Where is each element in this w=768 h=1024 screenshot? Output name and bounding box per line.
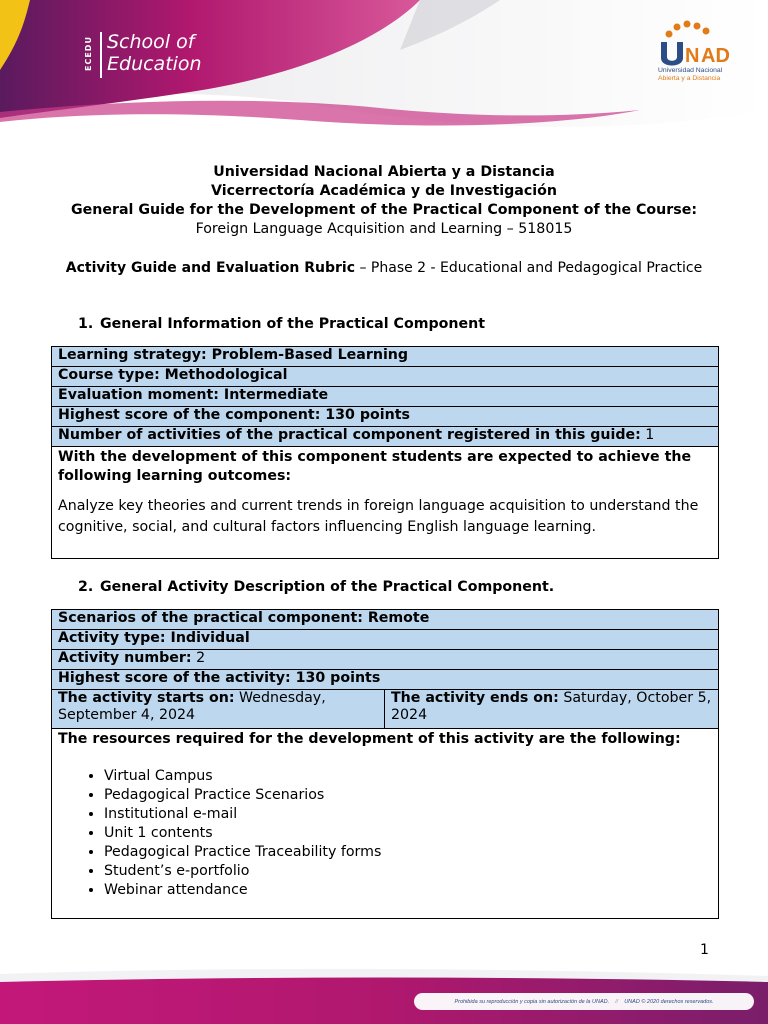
- unad-sub-line1: Universidad Nacional: [658, 67, 723, 74]
- section1-heading: [78, 316, 485, 332]
- resource-item: • Webinar attendance: [104, 881, 712, 900]
- school-line1: School of: [107, 31, 195, 53]
- activity-end-label: The activity ends on:: [391, 690, 559, 706]
- unad-subtitle: [658, 67, 750, 83]
- activity-start-label: The activity starts on:: [58, 690, 235, 706]
- school-of-education-logo: [107, 31, 202, 75]
- vice-rectory-title: Vicerrectoría Académica y de Investigación: [211, 183, 557, 199]
- highest-score-component-cell: Highest score of the component: 130 points: [52, 407, 719, 427]
- section2-heading: [78, 579, 554, 595]
- number-of-activities-label: Number of activities of the practical component registered in this guide:: [58, 427, 641, 443]
- university-title: Universidad Nacional Abierta y a Distancia: [213, 164, 555, 180]
- footer-banner: [0, 960, 768, 1024]
- activity-guide-title: [60, 259, 708, 278]
- activity-start-value: Wednesday, September 4, 2024: [58, 690, 326, 723]
- course-type-cell: Course type: Methodological: [52, 367, 719, 387]
- svg-text:N: N: [685, 45, 700, 67]
- resource-item: • Unit 1 contents: [104, 824, 712, 843]
- page-number: 1: [700, 942, 709, 958]
- resource-item: • Pedagogical Practice Scenarios: [104, 786, 712, 805]
- evaluation-moment-cell: Evaluation moment: Intermediate: [52, 387, 719, 407]
- ecedu-label: ECEDU: [84, 36, 93, 72]
- activity-type-cell: Activity type: Individual: [52, 630, 719, 650]
- svg-text:AD: AD: [701, 45, 730, 67]
- activity-start-cell: [52, 690, 385, 729]
- footer-separator: //: [615, 998, 619, 1005]
- section1-number: 1.: [78, 316, 94, 332]
- activity-guide-bold: Activity Guide and Evaluation Rubric: [65, 260, 356, 276]
- course-title: Foreign Language Acquisition and Learning – 518015: [195, 221, 573, 237]
- resource-item: • Student’s e-portfolio: [104, 862, 712, 881]
- document-titles: [30, 163, 738, 239]
- number-of-activities-cell: [52, 427, 719, 447]
- unad-dots-icon: [666, 21, 710, 38]
- header-divider: [100, 32, 102, 78]
- activity-number-label: Activity number:: [58, 650, 192, 666]
- resources-title: The resources required for the development of this activity are the following:: [58, 731, 681, 747]
- learning-outcomes-text: Analyze key theories and current trends in foreign language acquisition to understand the cognitive, social, and cultural factors influencing English language learning.: [58, 498, 699, 535]
- activity-end-cell: [385, 690, 719, 729]
- learning-outcomes-title: With the development of this component students are expected to achieve the following learning outcomes:: [58, 449, 692, 484]
- footer-copyright: UNAD © 2020 derechos reservados.: [624, 998, 714, 1005]
- school-line2: Education: [107, 53, 202, 75]
- highest-score-activity-cell: Highest score of the activity: 130 points: [52, 670, 719, 690]
- activity-number-cell: [52, 650, 719, 670]
- activity-guide-phase: – Phase 2 - Educational and Pedagogical Practice: [355, 260, 703, 276]
- footer-notice: Prohibida su reproducción y copia sin autorización de la UNAD.: [454, 998, 610, 1005]
- section2-title: General Activity Description of the Practical Component.: [100, 579, 555, 595]
- activity-end-value: Saturday, October 5, 2024: [391, 690, 712, 723]
- footer-copyright-bar: [414, 993, 754, 1010]
- general-info-table: [51, 346, 719, 559]
- section2-number: 2.: [78, 579, 94, 595]
- unad-sub-line2: Abierta y a Distancia: [658, 75, 721, 82]
- scenarios-cell: Scenarios of the practical component: Remote: [52, 610, 719, 630]
- learning-strategy-cell: Learning strategy: Problem-Based Learning: [52, 347, 719, 367]
- guide-title: General Guide for the Development of the Practical Component of the Course:: [70, 202, 698, 218]
- resources-list: [58, 767, 712, 900]
- section1-title: General Information of the Practical Component: [100, 316, 486, 332]
- resource-item: • Institutional e-mail: [104, 805, 712, 824]
- learning-outcomes-cell: [52, 447, 719, 559]
- resource-item: • Pedagogical Practice Traceability forms: [104, 843, 712, 862]
- activity-number-value: 2: [191, 650, 206, 666]
- activity-description-table: [51, 609, 719, 919]
- resources-cell: [52, 729, 719, 919]
- number-of-activities-value: 1: [640, 427, 655, 443]
- resource-item: • Virtual Campus: [104, 767, 712, 786]
